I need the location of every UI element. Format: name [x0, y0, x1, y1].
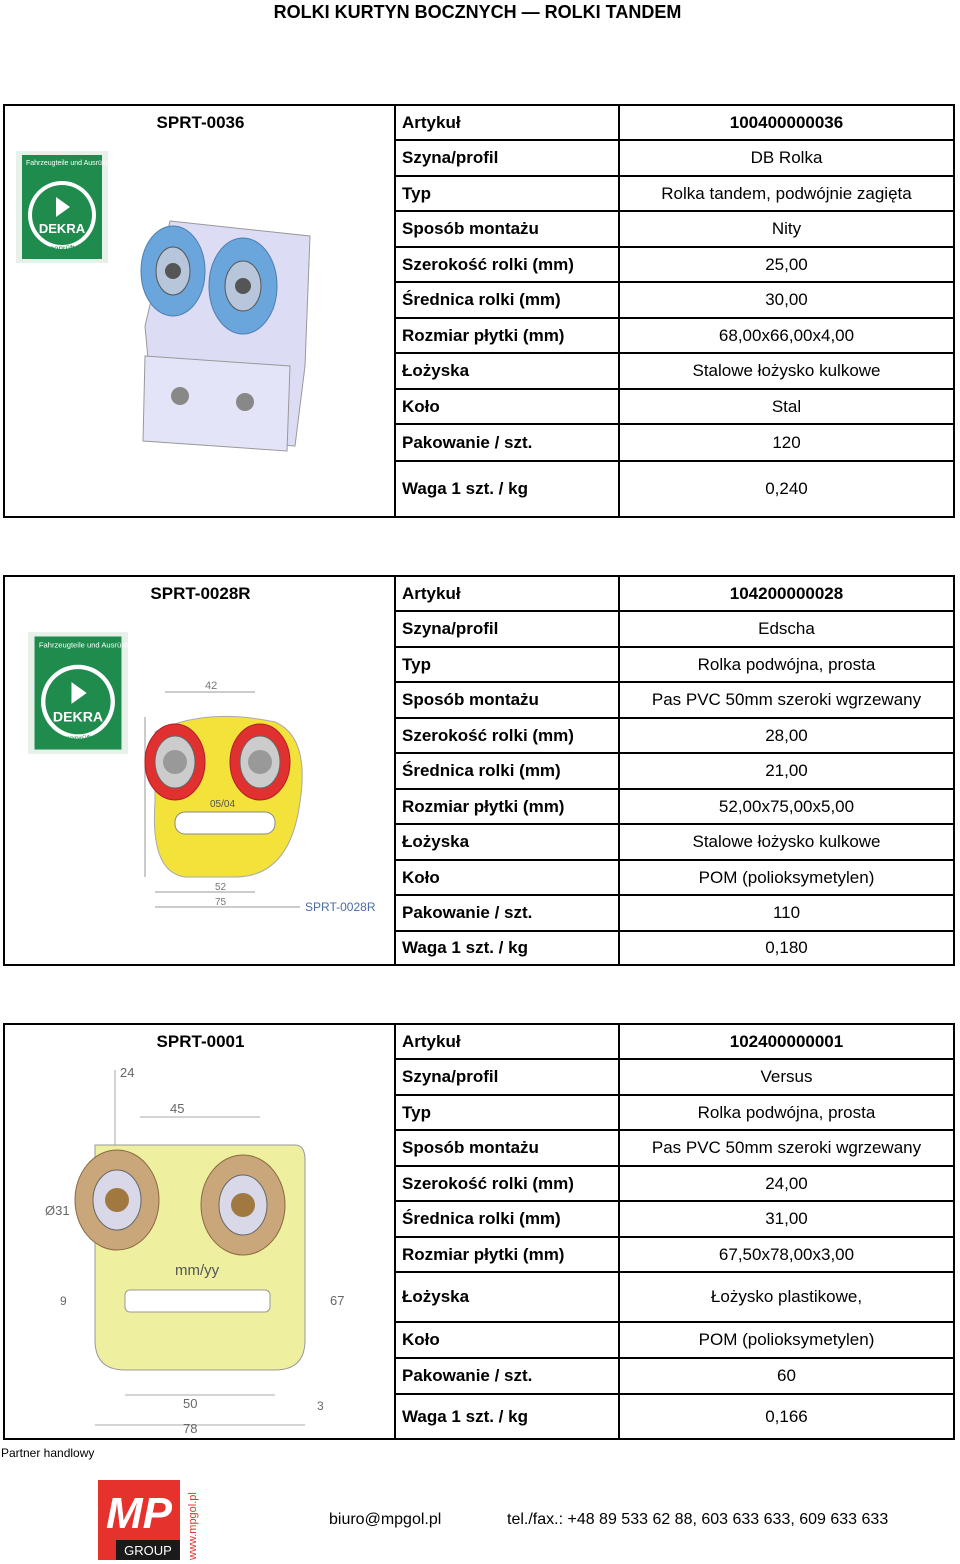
spec-label: Typ [396, 1096, 620, 1129]
spec-value: 67,50x78,00x3,00 [718, 1244, 855, 1264]
page-title: ROLKI KURTYN BOCZNYCH — ROLKI TANDEM [273, 2, 682, 22]
spec-label: Szyna/profil [396, 141, 620, 175]
spec-row [396, 1323, 953, 1359]
spec-row [396, 861, 953, 896]
spec-row [396, 577, 953, 612]
spec-label: Rozmiar płytki (mm) [396, 319, 620, 352]
image-label: SPRT-0028R [305, 900, 376, 914]
spec-value: 52,00x75,00x5,00 [718, 796, 855, 816]
spec-row [396, 425, 953, 462]
spec-label: Średnica rolki (mm) [396, 754, 620, 788]
spec-row [396, 648, 953, 683]
spec-label: Pakowanie / szt. [396, 896, 620, 930]
plate-mark: 05/04 [210, 799, 236, 810]
dekra-brand: DEKRA [52, 708, 104, 725]
spec-row [396, 1025, 953, 1060]
spec-row [396, 719, 953, 754]
spec-row [396, 1096, 953, 1131]
spec-label: Koło [396, 390, 620, 423]
spec-row [396, 248, 953, 283]
spec-row [396, 1273, 953, 1323]
spec-row [396, 1202, 953, 1238]
spec-value: Rolka podwójna, prosta [697, 1102, 876, 1122]
spec-label: Szyna/profil [396, 1060, 620, 1094]
dekra-badge-icon [16, 151, 127, 263]
dim-label: 52 [215, 882, 227, 893]
spec-label: Szerokość rolki (mm) [396, 719, 620, 752]
spec-label: Rozmiar płytki (mm) [396, 1238, 620, 1271]
spec-value: 100400000036 [729, 112, 844, 132]
spec-label: Artykuł [396, 1025, 620, 1058]
spec-value: Stal [771, 396, 802, 416]
product-code: SPRT-0036 [156, 113, 245, 132]
spec-value: 104200000028 [729, 583, 844, 603]
spec-value: 30,00 [765, 290, 808, 309]
spec-value: Pas PVC 50mm szeroki wgrzewany [651, 690, 922, 709]
product-code: SPRT-0001 [156, 1032, 245, 1051]
dim-label: 3 [317, 1399, 324, 1413]
contact-phone: tel./fax.: +48 89 533 62 88, 603 633 633, 609 633 633 [507, 1511, 889, 1528]
spec-row [396, 932, 953, 964]
logo-url: www.mpgol.pl [187, 1492, 199, 1560]
spec-label: Waga 1 szt. / kg [396, 462, 620, 516]
spec-label: Sposób montażu [396, 683, 620, 717]
spec-label: Pakowanie / szt. [396, 1359, 620, 1393]
spec-label: Waga 1 szt. / kg [396, 1395, 620, 1438]
dekra-stamp: geprüft [64, 732, 92, 743]
spec-label: Waga 1 szt. / kg [396, 932, 620, 964]
spec-row [396, 1359, 953, 1395]
spec-value: Stalowe łożysko kulkowe [692, 832, 881, 851]
spec-value: 24,00 [765, 1173, 808, 1193]
dekra-stamp: geprüft [49, 244, 75, 253]
product-image-cell [5, 577, 396, 964]
spec-value: POM (polioksymetylen) [698, 867, 875, 887]
dim-label: 9 [60, 1294, 67, 1308]
spec-table [396, 106, 953, 516]
product-card [3, 1023, 955, 1440]
dim-label: 24 [120, 1065, 135, 1080]
spec-label: Sposób montażu [396, 1131, 620, 1165]
spec-row [396, 390, 953, 425]
spec-value: Versus [760, 1067, 813, 1086]
spec-label: Artykuł [396, 577, 620, 610]
spec-row [396, 1395, 953, 1438]
spec-value: Nity [771, 219, 802, 238]
spec-row [396, 106, 953, 141]
spec-row [396, 1060, 953, 1096]
spec-value: 60 [777, 1366, 796, 1385]
dim-label: 75 [215, 897, 227, 908]
partner-label: Partner handlowy [1, 1446, 95, 1460]
dim-label: 67 [330, 1293, 345, 1308]
spec-value: Łożysko plastikowe, [710, 1287, 863, 1306]
spec-value: 120 [772, 432, 801, 452]
dim-label: Ø31 [45, 1203, 70, 1218]
roller-image-icon [35, 1065, 375, 1435]
spec-label: Koło [396, 1323, 620, 1357]
spec-value: 0,240 [765, 479, 808, 498]
spec-value: 31,00 [765, 1209, 808, 1228]
dekra-brand: DEKRA [38, 221, 86, 236]
spec-label: Koło [396, 861, 620, 894]
spec-row [396, 462, 953, 516]
spec-row [396, 1131, 953, 1167]
dekra-badge-icon [28, 632, 149, 754]
spec-row [396, 683, 953, 719]
spec-value: 0,166 [765, 1406, 808, 1426]
spec-row [396, 177, 953, 212]
product-code: SPRT-0028R [150, 584, 251, 603]
spec-table [396, 1025, 953, 1438]
dim-label: 50 [183, 1396, 198, 1411]
spec-value: Rolka podwójna, prosta [697, 654, 876, 674]
spec-label: Łożyska [396, 354, 620, 388]
dim-label: 45 [170, 1101, 185, 1116]
spec-label: Typ [396, 177, 620, 210]
spec-row [396, 896, 953, 932]
dim-label: 78 [183, 1421, 198, 1436]
spec-label: Łożyska [396, 825, 620, 859]
spec-table [396, 577, 953, 964]
spec-row [396, 754, 953, 790]
spec-label: Szerokość rolki (mm) [396, 1167, 620, 1200]
dekra-top-text: Fahrzeugteile und Ausrüstungen [38, 640, 149, 650]
spec-value: 0,180 [765, 938, 808, 957]
spec-label: Artykuł [396, 106, 620, 139]
spec-value: 21,00 [765, 761, 808, 780]
spec-value: Rolka tandem, podwójnie zagięta [661, 183, 912, 203]
spec-label: Szerokość rolki (mm) [396, 248, 620, 281]
logo-group: GROUP [124, 1543, 172, 1558]
spec-row [396, 319, 953, 354]
spec-row [396, 612, 953, 648]
spec-value: 110 [772, 903, 801, 922]
roller-image-icon [115, 216, 345, 466]
spec-row [396, 1167, 953, 1202]
spec-row [396, 1238, 953, 1273]
dim-label: 42 [205, 680, 218, 692]
spec-row [396, 141, 953, 177]
spec-label: Średnica rolki (mm) [396, 283, 620, 317]
product-image-cell [5, 106, 396, 516]
spec-row [396, 825, 953, 861]
spec-value: Edscha [758, 619, 815, 638]
plate-mark: mm/yy [175, 1262, 220, 1279]
spec-value: Pas PVC 50mm szeroki wgrzewany [651, 1138, 922, 1157]
spec-value: 68,00x66,00x4,00 [718, 325, 855, 345]
dekra-top-text: Fahrzeugteile und Ausrüstungen [26, 160, 127, 167]
spec-value: DB Rolka [750, 148, 823, 167]
contact-email[interactable]: biuro@mpgol.pl [329, 1511, 442, 1528]
spec-value: 25,00 [765, 254, 808, 274]
spec-label: Rozmiar płytki (mm) [396, 790, 620, 823]
mp-group-logo-icon [96, 1472, 202, 1562]
spec-value: 102400000001 [729, 1031, 844, 1051]
spec-value: 28,00 [765, 725, 808, 745]
spec-label: Sposób montażu [396, 212, 620, 246]
spec-row [396, 283, 953, 319]
product-image-cell [5, 1025, 396, 1438]
spec-row [396, 354, 953, 390]
spec-value: Stalowe łożysko kulkowe [692, 361, 881, 380]
logo-letters: MP [106, 1489, 172, 1538]
spec-value: POM (polioksymetylen) [698, 1330, 875, 1349]
product-card [3, 575, 955, 966]
spec-label: Szyna/profil [396, 612, 620, 646]
spec-label: Łożyska [396, 1273, 620, 1321]
spec-label: Pakowanie / szt. [396, 425, 620, 460]
roller-image-icon [115, 677, 390, 927]
spec-label: Typ [396, 648, 620, 681]
spec-row [396, 790, 953, 825]
product-card [3, 104, 955, 518]
spec-row [396, 212, 953, 248]
spec-label: Średnica rolki (mm) [396, 1202, 620, 1236]
